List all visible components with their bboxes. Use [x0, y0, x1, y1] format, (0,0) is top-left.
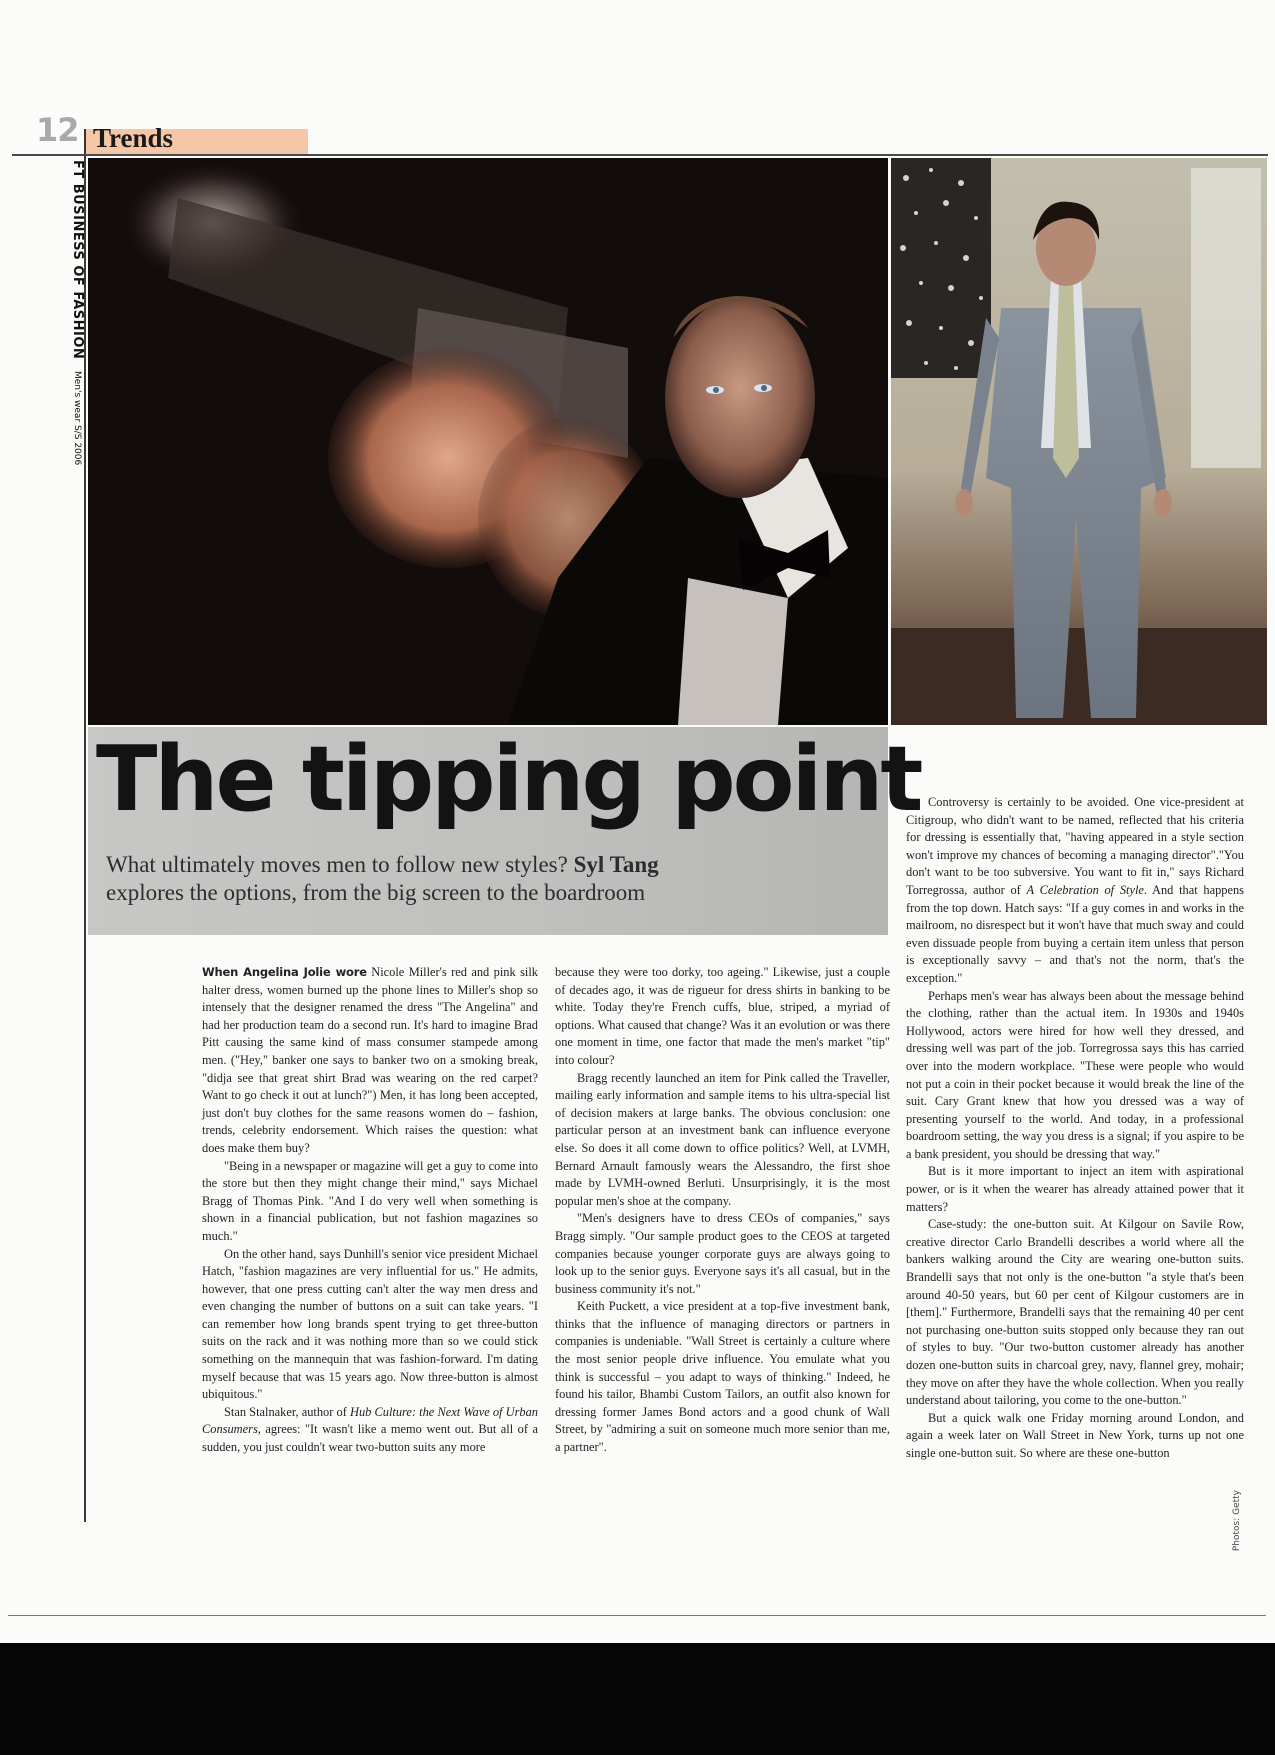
book-title: Hub Culture: the Next Wave of Urban Consumers: [202, 1404, 538, 1437]
publication-name: FT BUSINESS OF FASHION: [70, 160, 85, 360]
paragraph: On the other hand, says Dunhill's senior vice president Michael Hatch, "fashion magazines are very influential for us." He admits, however, that one press cutting can't alter the way men dress and even changing the number of buttons on a suit can take years. "I can remember how long brands spent trying to get three-button suits on the rack and it was nothing more than so we could stick something on the mannequin that was fashion-forward. I'm dating myself because that was 15 years ago. Now three-button is almost ubiquitous.": [202, 1246, 538, 1402]
paragraph: Bragg recently launched an item for Pink called the Traveller, mailing early information and sample items to his ultra-special list of decision makers at large banks. The obvious conclusion: one particular person at an investment bank can influence everyone else. So does it all come down to office politics? Well, at LVMH, Bernard Arnault famously wears the Alessandro, the first shoe made by LVMH-owned Berluti. Unsurprisingly, it is the most popular men's shoe at the company.: [555, 1070, 890, 1208]
footer-rule: [8, 1615, 1266, 1616]
byline: Syl Tang: [573, 852, 659, 877]
paragraph-text: . And that happens from the top down. Hatch says: "If a guy comes in and works in the mailroom, no disrespect but it won't have that much sway and could even dissuade people from buying a certain item unless that person is exceptionally savvy – and that's not the norm, that's the exception.": [906, 882, 1244, 985]
header-rule: [12, 154, 1268, 156]
paragraph: Case-study: the one-button suit. At Kilgour on Savile Row, creative director Carlo Brandelli describes a world where all the bankers walking around the City are wearing one-button suits. Brandelli says that not only is the one-button "a style that's been around 40-50 years, but 60 per cent of Kilgour customers are in [them]." Furthermore, Brandelli says that the remaining 40 per cent not purchasing one-button suits stopped only because they ran out of styles to buy. "Our two-button customer already has another dozen one-button suits in charcoal grey, navy, flannel grey, mohair; they move on after they have the whole collection. When you really understand about tailoring, you come to the one-button.": [906, 1217, 1244, 1408]
paragraph: "Being in a newspaper or magazine will get a guy to come into the store but then they might change their mind," says Michael Bragg of Thomas Pink. "And I do very well when something is shown in a financial publication, but not fashion magazines so much.": [202, 1158, 538, 1243]
book-title: A Celebration of Style: [1026, 882, 1144, 897]
paragraph-text: , agrees: "It wasn't like a memo went out. But all of a sudden, you just couldn't wear two-button suits any more: [202, 1422, 538, 1455]
paragraph: because they were too dorky, too ageing." Likewise, just a couple of decades ago, it was de rigueur for dress shirts in banking to be white. Today they're French cuffs, blue, striped, a myriad of options. What caused that change? Was it an evolution or was there one moment in time, one factor that made the men's market "tip" into colour?: [555, 965, 890, 1067]
paragraph: [202, 1404, 538, 1457]
scan-border: [0, 1643, 1275, 1755]
section-label: Trends: [93, 123, 174, 153]
lead-in: When Angelina Jolie wore: [202, 965, 367, 979]
standfirst: [106, 851, 786, 907]
photo-credit: Photos: Getty: [1232, 1490, 1242, 1552]
paragraph: "Men's designers have to dress CEOs of companies," says Bragg simply. "Our sample product goes to the CEOS at targeted companies because younger corporate guys are always going to look up to the senior guys. Everyone says it's all casual, but in the business community it's not.": [555, 1211, 890, 1296]
photo-tuxedo-gunman: [88, 158, 888, 725]
standfirst-question: What ultimately moves men to follow new styles?: [106, 852, 568, 877]
article-column-2: [555, 964, 890, 1457]
paragraph-text: Nicole Miller's red and pink silk halter dress, women burned up the phone lines to Miller's shop so intensely that the designer renamed the dress "The Angelina" and had her production team do a second run. It's hard to imagine Brad Pitt causing the same kind of mass consumer stampede among men. ("Hey," banker one says to banker two on a smoking break, "didja see that great shirt Brad was wearing on the red carpet? Want to go check it out at lunch?") Men, it has long been accepted, just don't buy clothes for the same reasons women do – fashion, trends, celebrity endorsement. Which raises the question: what does make them buy?: [202, 965, 538, 1155]
paragraph: Perhaps men's wear has always been about the message behind the clothing, rather than the actual item. In 1930s and 1940s Hollywood, actors were hired for how well they dressed, and dressing well was part of the job. Torregrossa says this has carried over into the modern workplace. "These were people who would not put a coin in their pocket because it would break the line of the suit. Cary Grant knew that how you dressed was a way of presenting yourself to the world. And today, in a professional boardroom setting, the way you dress is a signal; if you aspire to be a bank president, you should be dressing that way.": [906, 988, 1244, 1161]
paragraph-text: Stan Stalnaker, author of: [224, 1404, 350, 1419]
paragraph: But is it more important to inject an item with aspirational power, or is it when the wearer has already attained power that it matters?: [906, 1164, 1244, 1214]
article-column-1: [202, 964, 538, 1457]
publication-sidebar: [70, 160, 85, 466]
standfirst-continuation: explores the options, from the big screen to the boardroom: [106, 880, 646, 905]
paragraph-text: Controversy is certainly to be avoided. One vice-president at Citigroup, who didn't want to be named, reflected that his criteria for dressing is essentially that, "having appeared in a style section won't improve my chances of becoming a managing director"."You don't want to be too subversive. You want to fit in," says Richard Torregrossa, author of: [906, 795, 1244, 897]
article-column-3: [906, 794, 1244, 1463]
headline: The tipping point: [96, 727, 921, 832]
issue-label: Men's wear S/S 2006: [72, 371, 82, 466]
page-number: 12: [36, 111, 79, 149]
paragraph: [906, 794, 1244, 988]
paragraph: [202, 964, 538, 1158]
paragraph: But a quick walk one Friday morning around London, and again a week later on Wall Street in New York, turns up not one single one-button suit. So where are these one-button: [906, 1410, 1244, 1460]
paragraph: Keith Puckett, a vice president at a top-five investment bank, thinks that the influence of managing directors or partners in companies is undeniable. "Wall Street is certainly a culture where the most senior people drive influence. You emulate what you think is successful – you adapt to ways of thinking." Indeed, he found his tailor, Bhambi Custom Tailors, an outfit also known for dressing former James Bond actors and a good chunk of Wall Street, by "admiring a suit on someone much more senior than me, a partner".: [555, 1299, 890, 1455]
photo-grey-suit-man: [891, 158, 1267, 725]
tuxedo-gunman-illustration: [88, 158, 888, 725]
grey-suit-man-illustration: [891, 158, 1267, 725]
